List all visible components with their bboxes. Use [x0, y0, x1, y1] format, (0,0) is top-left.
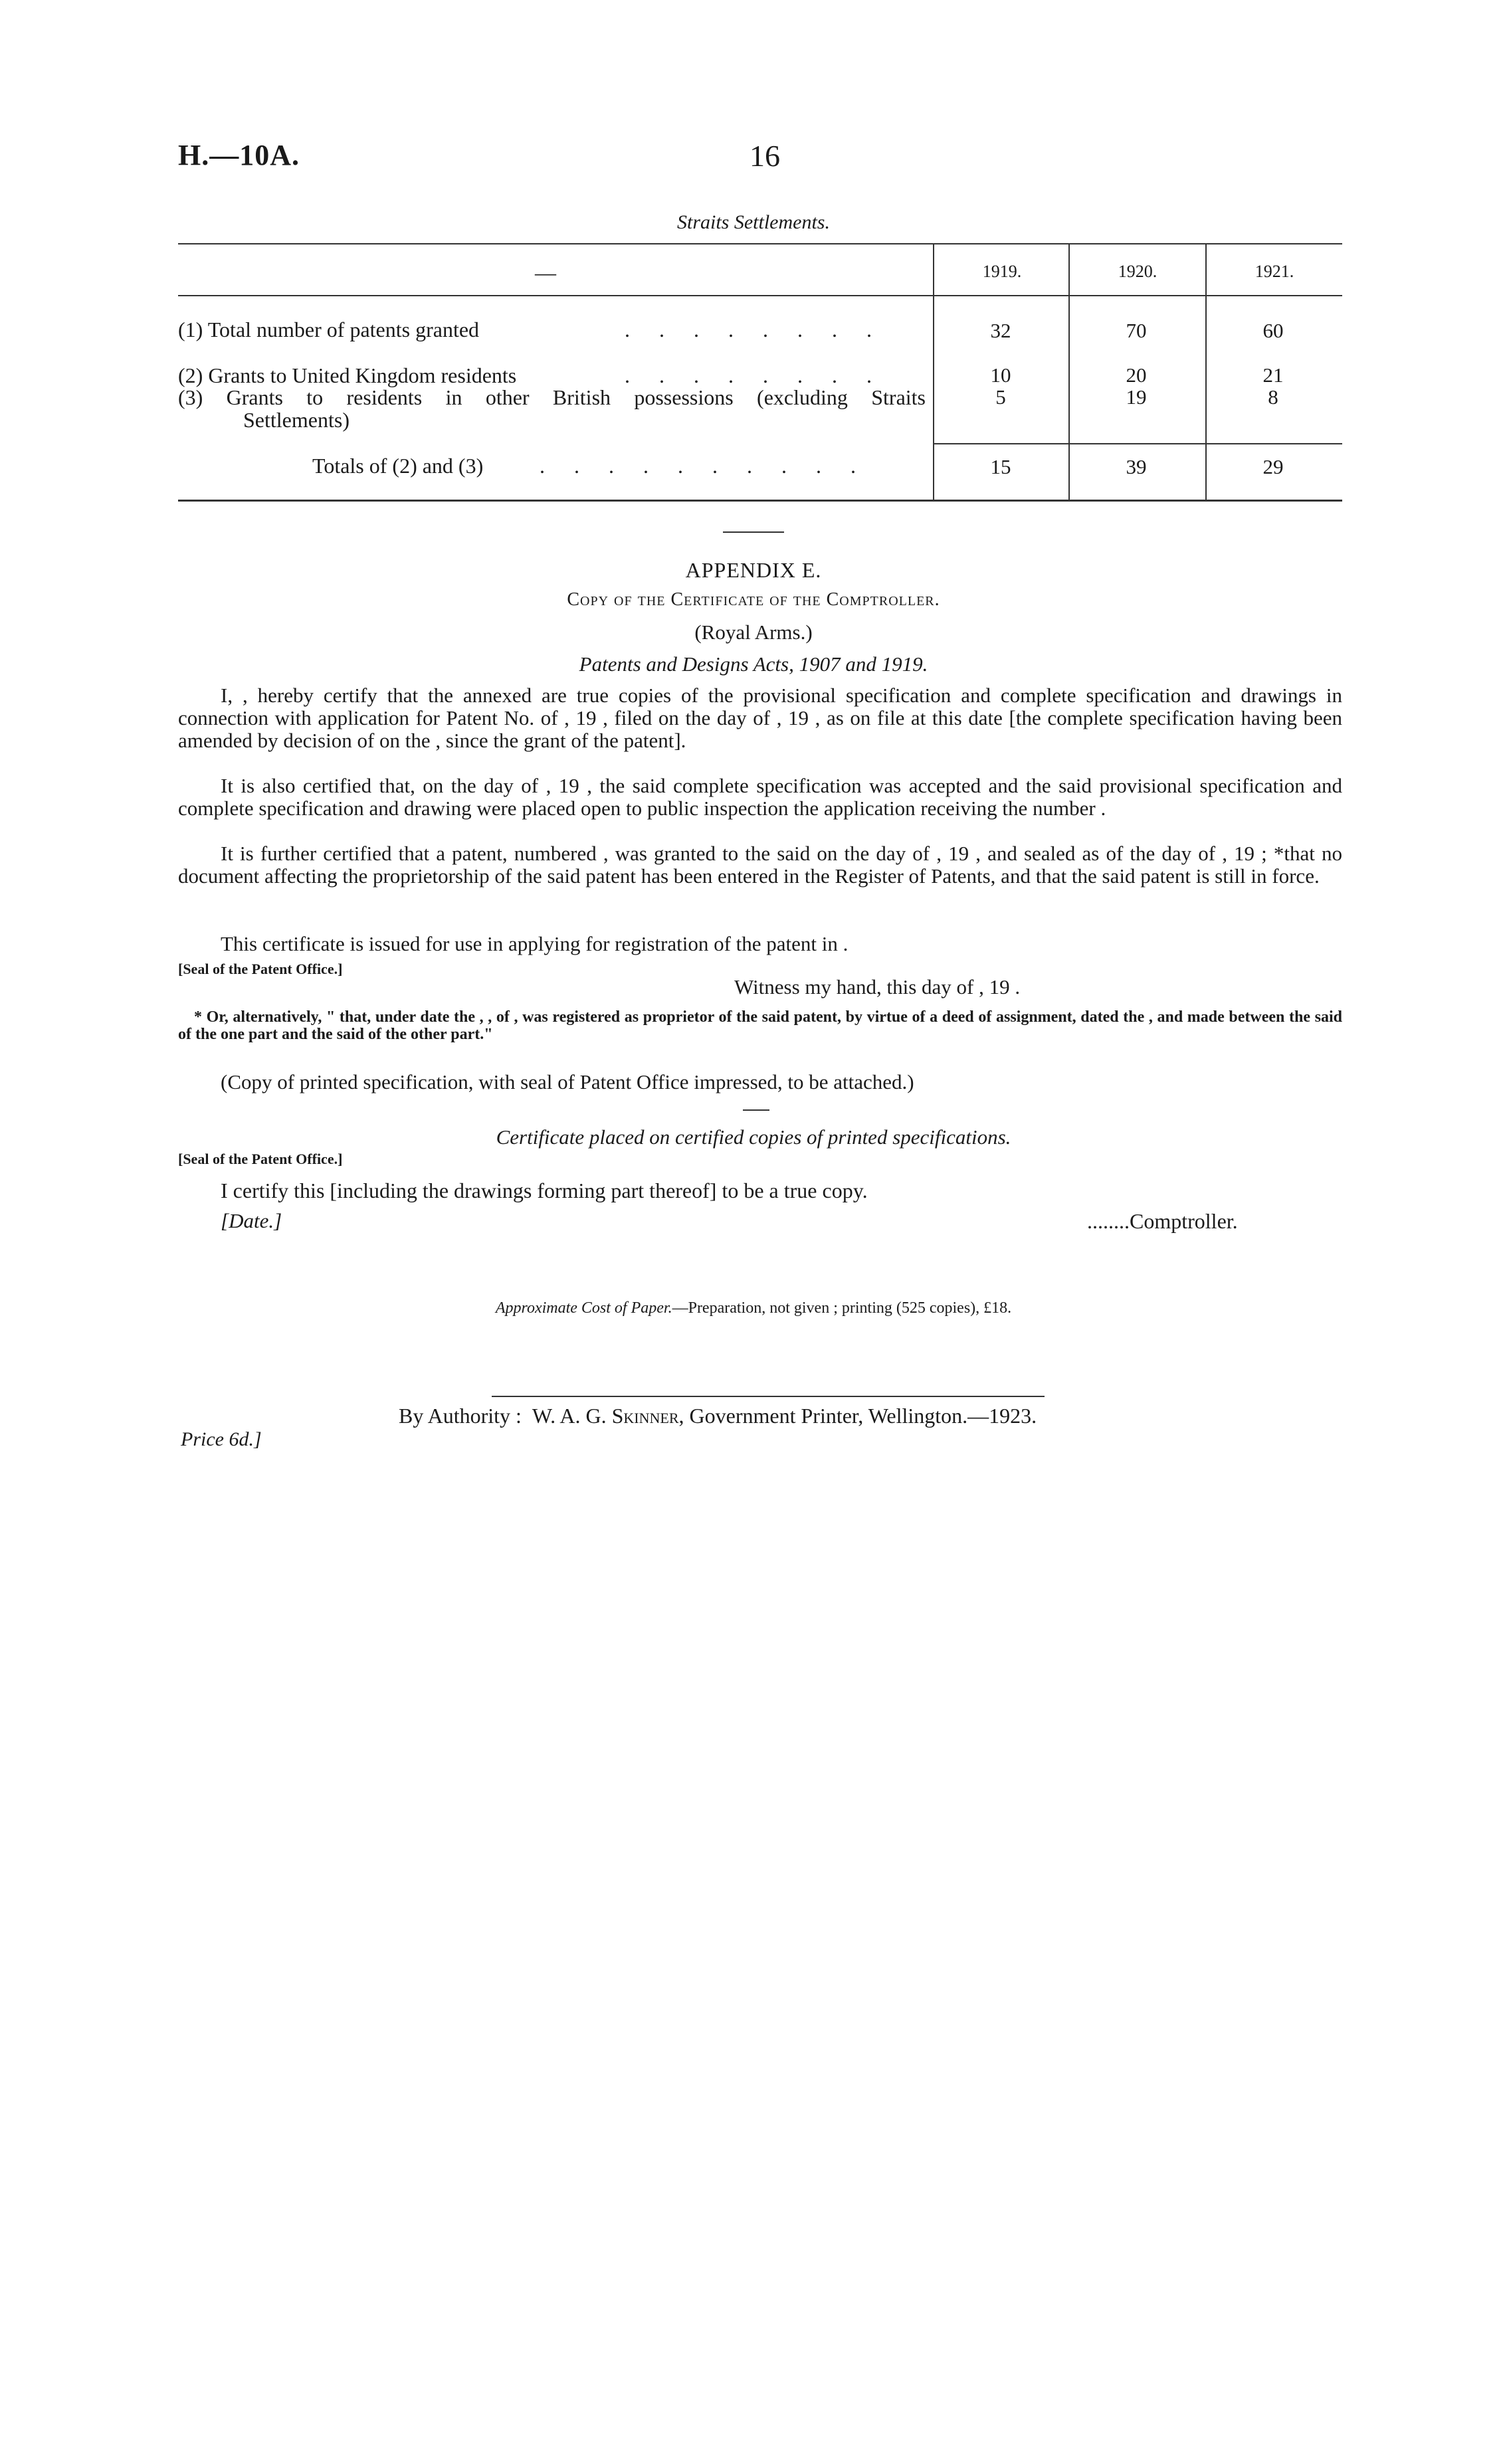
royal-arms-note: (Royal Arms.): [694, 620, 813, 644]
column-header-1919: 1919.: [982, 262, 1022, 281]
cost-note: [0, 1299, 1507, 1317]
authority-prefix: By Authority :: [399, 1404, 522, 1428]
table-bottom-rule: [178, 500, 1342, 502]
row-label-british-possessions: (3) Grants to residents in other British possessions (excluding Straits: [178, 385, 926, 409]
table-cell: 10: [990, 363, 1011, 387]
row-leaders: . . . . . . . .: [625, 363, 884, 387]
cost-text: —Preparation, not given ; printing (525 copies), £18.: [672, 1299, 1012, 1317]
table-cell: 32: [990, 319, 1011, 342]
totals-rule: [933, 443, 1342, 444]
certified-copies-heading: Certificate placed on certified copies of printed specifications.: [496, 1125, 1011, 1149]
table-cell: 21: [1262, 363, 1284, 387]
table-top-rule: [178, 243, 1342, 244]
price-note: Price 6d.]: [181, 1428, 262, 1450]
cost-label: Approximate Cost of Paper.: [495, 1299, 672, 1317]
totals-leaders: . . . . . . . . . .: [540, 454, 868, 478]
section-divider: [723, 531, 784, 533]
table-cell: 15: [990, 455, 1011, 478]
column-header-1921: 1921.: [1255, 262, 1294, 281]
row-leaders: . . . . . . . .: [625, 318, 884, 341]
document-code: H.—10A.: [178, 139, 300, 171]
table-cell: 60: [1262, 319, 1284, 342]
witness-line: Witness my hand, this day of , 19 .: [734, 975, 1021, 998]
comptroller-signature-line: ........Comptroller.: [1087, 1209, 1238, 1233]
copy-note: (Copy of printed specification, with seal of Patent Office impressed, to be attached.): [221, 1070, 914, 1093]
table-header-rule: [178, 295, 1342, 296]
row-label-total-granted: (1) Total number of patents granted: [178, 318, 480, 341]
small-divider: [743, 1109, 769, 1111]
totals-label: Totals of (2) and (3): [312, 454, 484, 478]
table-cell: 20: [1126, 363, 1147, 387]
table-cell: 39: [1126, 455, 1147, 478]
acts-title: Patents and Designs Acts, 1907 and 1919.: [579, 652, 928, 676]
certificate-paragraph-3: It is further certified that a patent, numbered , was granted to the said on the day of , 19 , and sealed as of the day of , 19 ; *that no document affecting the proprietorship of the said patent has been entered in the Register of Patents, and that the said patent is still in force.: [178, 842, 1342, 888]
stub-header: —: [535, 260, 556, 284]
date-placeholder: [Date.]: [221, 1209, 282, 1232]
authority-line: [399, 1404, 1037, 1428]
page-number: 16: [750, 139, 780, 173]
printer-name: W. A. G. Skinner: [532, 1404, 679, 1428]
table-cell: 19: [1126, 385, 1147, 409]
footnote-alternative: * Or, alternatively, " that, under date the , , of , was registered as proprietor of the said patent, by virtue of a deed of assignment, dated the , and made between the said of the one part and the said of the other part.": [178, 1008, 1342, 1043]
appendix-heading: APPENDIX E.: [685, 558, 822, 582]
seal-label: [Seal of the Patent Office.]: [178, 1151, 343, 1167]
row-label-continuation: Settlements): [243, 408, 350, 432]
table-cell: 5: [995, 385, 1006, 409]
authority-suffix: , Government Printer, Wellington.—1923.: [678, 1404, 1037, 1428]
certificate-paragraph-1: I, , hereby certify that the annexed are true copies of the provisional specification and complete specification and drawings in connection with application for Patent No. of , 19 , filed on the day of , 19 , as on file at this date [the complete specification having been amended by decision of on the , since the grant of the patent].: [178, 684, 1342, 752]
table-cell: 8: [1268, 385, 1278, 409]
column-header-1920: 1920.: [1118, 262, 1157, 281]
table-cell: 70: [1126, 319, 1147, 342]
certificate-paragraph-2: It is also certified that, on the day of , 19 , the said complete specification was accepted and the said provisional specification and complete specification and drawing were placed open to public inspection the application receiving the number .: [178, 774, 1342, 820]
appendix-subheading: Copy of the Certificate of the Comptroller.: [567, 589, 940, 610]
seal-label: [Seal of the Patent Office.]: [178, 961, 343, 977]
footer-rule: [492, 1396, 1045, 1397]
certify-statement: I certify this [including the drawings forming part thereof] to be a true copy.: [221, 1179, 868, 1202]
certificate-paragraph-4: This certificate is issued for use in applying for registration of the patent in .: [221, 932, 849, 955]
row-label-uk-residents: (2) Grants to United Kingdom residents: [178, 363, 517, 387]
table-title: Straits Settlements.: [677, 211, 830, 233]
table-cell: 29: [1262, 455, 1284, 478]
